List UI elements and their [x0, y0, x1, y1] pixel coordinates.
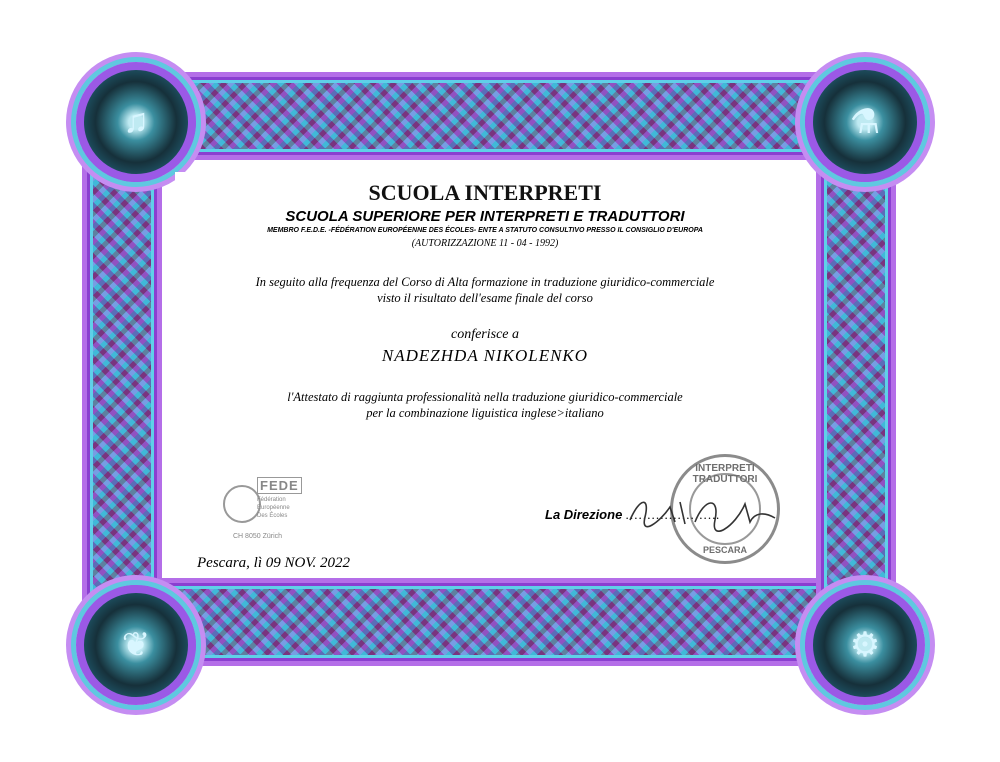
globe-icon [223, 485, 261, 523]
lyre-palette-icon: ♫ [76, 62, 196, 182]
fede-logo-line4: CH 8050 Zürich [233, 533, 283, 540]
frame-band-bottom [140, 578, 840, 666]
frame-band-top [140, 72, 840, 160]
harvest-icon: ❦ [76, 585, 196, 705]
fede-logo-word: FEDE [257, 477, 302, 494]
stamp-bottom-text: PESCARA [702, 545, 747, 555]
direction-label: La Direzione [545, 507, 623, 522]
fede-logo-line3: Des Écoles [257, 513, 288, 519]
science-instruments-icon: ⚗ [805, 62, 925, 182]
membership-line: MEMBRO F.E.D.E. -FÉDÉRATION EUROPÉENNE DES ÉCOLES- ENTE A STATUTO CONSULTIVO PRESSO IL CONSIGLIO D'EUROPA [267, 227, 703, 234]
fede-logo-line1: Fédération [257, 497, 286, 503]
confers-text: conferisce a [450, 327, 520, 342]
frame-band-left [82, 140, 162, 625]
fede-logo [223, 477, 313, 547]
stamp-top-text: INTERPRETI TRADUTTORI [692, 463, 758, 485]
certificate-body [175, 172, 795, 572]
intro-line-2: visto il risultato dell'esame finale del corso [377, 291, 593, 305]
factory-icon: ⚙ [805, 585, 925, 705]
attestation-line-1: l'Attestato di raggiunta professionalità nella traduzione giuridico-commerciale [287, 390, 683, 404]
school-title: SCUOLA INTERPRETI [368, 180, 602, 205]
fede-logo-line2: Européenne [257, 505, 290, 511]
intro-line-1: In seguito alla frequenza del Corso di Alta formazione in traduzione giuridico-commerciale [255, 275, 715, 289]
frame-band-right [816, 140, 896, 625]
signature-line: …………………. [625, 507, 720, 522]
attestation-line-2: per la combinazione liguistica inglese>italiano [366, 406, 604, 420]
school-subtitle: SCUOLA SUPERIORE PER INTERPRETI E TRADUTTORI [285, 208, 685, 225]
handwritten-signature [625, 492, 785, 532]
issue-date: Pescara, lì 09 NOV. 2022 [197, 555, 351, 571]
recipient-name: NADEZHDA NIKOLENKO [381, 346, 589, 365]
authorization-line: (AUTORIZZAZIONE 11 - 04 - 1992) [411, 238, 559, 249]
